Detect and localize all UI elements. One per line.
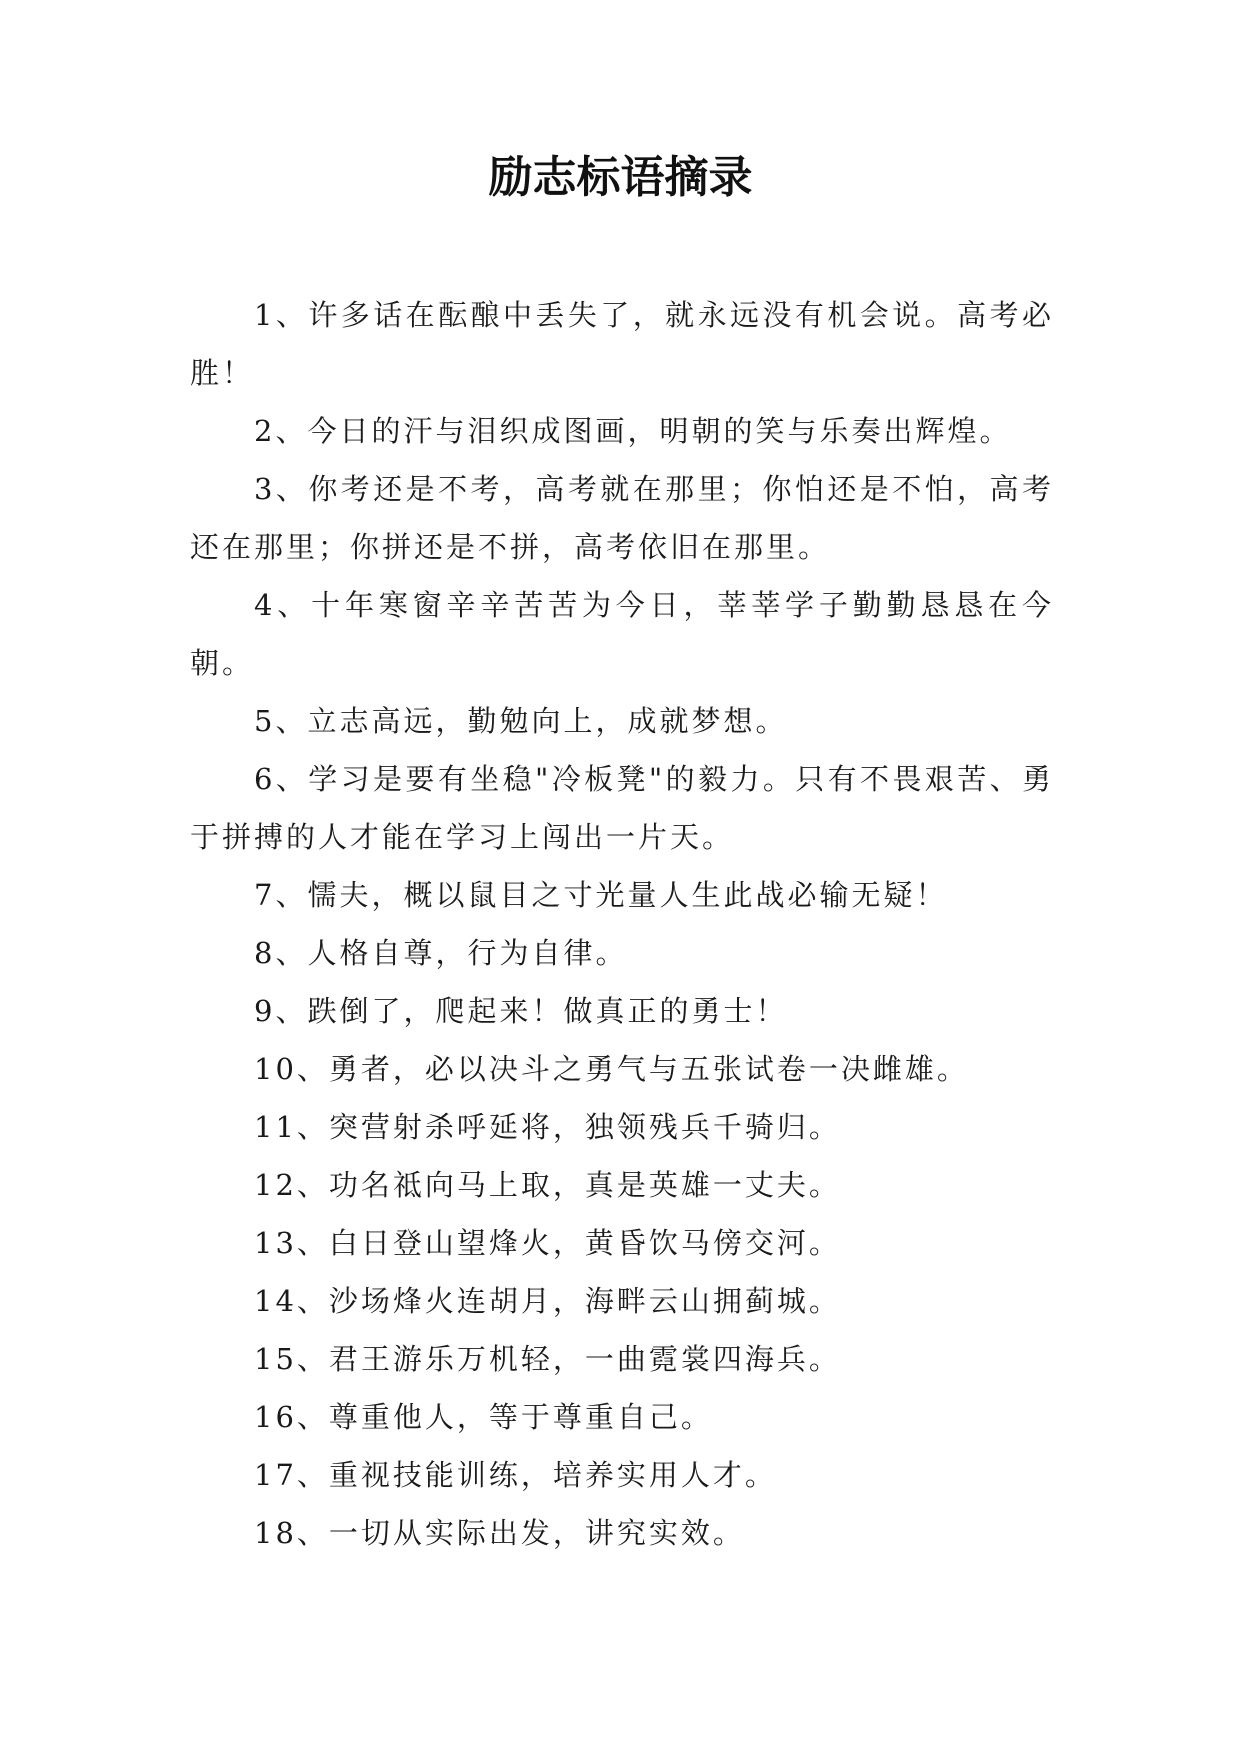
document-title: 励志标语摘录 xyxy=(488,152,753,203)
slogan-paragraph-1: 1、许多话在酝酿中丢失了，就永远没有机会说。高考必胜！ xyxy=(190,298,1054,390)
slogan-paragraph-11: 11、突营射杀呼延将，独领残兵千骑归。 xyxy=(254,1110,841,1144)
document-body xyxy=(190,286,1054,1562)
slogan-paragraph-7: 7、懦夫，概以鼠目之寸光量人生此战必输无疑！ xyxy=(254,878,948,912)
slogan-paragraph-3: 3、你考还是不考，高考就在那里；你怕还是不怕，高考还在那里；你拼还是不拼，高考依旧在那里。 xyxy=(190,472,1054,564)
slogan-paragraph-6: 6、学习是要有坐稳"冷板凳"的毅力。只有不畏艰苦、勇于拼搏的人才能在学习上闯出一片天。 xyxy=(190,762,1054,854)
slogan-paragraph-5: 5、立志高远，勤勉向上，成就梦想。 xyxy=(254,704,788,738)
slogan-paragraph-18: 18、一切从实际出发，讲究实效。 xyxy=(254,1516,745,1550)
slogan-paragraph-2: 2、今日的汗与泪织成图画，明朝的笑与乐奏出辉煌。 xyxy=(254,414,1012,448)
slogan-paragraph-10: 10、勇者，必以决斗之勇气与五张试卷一决雌雄。 xyxy=(254,1052,969,1086)
slogan-paragraph-15: 15、君王游乐万机轻，一曲霓裳四海兵。 xyxy=(254,1342,841,1376)
slogan-paragraph-12: 12、功名祗向马上取，真是英雄一丈夫。 xyxy=(254,1168,841,1202)
slogan-paragraph-14: 14、沙场烽火连胡月，海畔云山拥蓟城。 xyxy=(254,1284,841,1318)
slogan-paragraph-16: 16、尊重他人，等于尊重自己。 xyxy=(254,1400,713,1434)
slogan-paragraph-13: 13、白日登山望烽火，黄昏饮马傍交河。 xyxy=(254,1226,841,1260)
slogan-paragraph-17: 17、重视技能训练，培养实用人才。 xyxy=(254,1458,777,1492)
slogan-paragraph-4: 4、十年寒窗辛辛苦苦为今日，莘莘学子勤勤恳恳在今朝。 xyxy=(190,588,1054,680)
slogan-paragraph-9: 9、跌倒了，爬起来！做真正的勇士！ xyxy=(254,994,788,1028)
slogan-paragraph-8: 8、人格自尊，行为自律。 xyxy=(254,936,628,970)
